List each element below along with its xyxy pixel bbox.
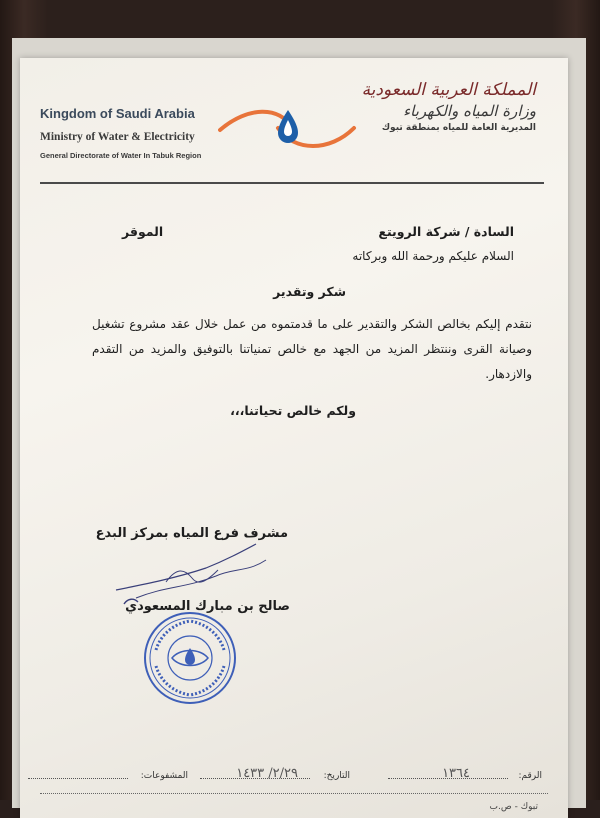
number-label: الرقم: [518,771,542,781]
handwritten-signature [106,538,306,608]
footer-divider [40,793,548,794]
date-value: ٢/٢٩/ ١٤٣٣ [236,766,298,781]
official-stamp-icon [142,610,238,706]
date-label: التاريخ: [323,771,350,781]
signatory-title: مشرف فرع المياه بمركز البدع [95,526,288,541]
letter-body: نتقدم إليكم بخالص الشكر والتقدير على ما قدمتموه من عمل خلال عقد مشروع تشغيل وصيانة القرى وننتظر المزيد من الجهد مع خالص تمنياتنا بالتوفيق والمزيد من التقدم والازدهار. [92,317,532,381]
ministry-logo-icon [218,98,358,158]
header-en-directorate: General Directorate of Water In Tabuk Region [40,151,202,160]
header-arabic [362,80,536,133]
honorific: الموقر [122,224,164,239]
letter-paper [20,58,568,818]
header-en-kingdom: Kingdom of Saudi Arabia [40,106,195,121]
header-english [40,106,201,160]
addressee: السادة / شركة الرويتع [378,224,514,239]
greeting: السلام عليكم ورحمة الله وبركاته [352,249,514,263]
attachments-label: المشفوعات: [140,771,188,781]
footer-address: تبوك - ص.ب [489,802,538,812]
attachments-dotline [28,778,128,779]
closing-line: ولكم خالص تحياتنا،،، [230,403,356,418]
header-en-ministry: Ministry of Water & Electricity [40,131,195,143]
header-ar-kingdom: المملكة العربية السعودية [361,80,536,100]
header-ar-directorate: المديرية العامة للمياه بمنطقة تبوك [381,123,536,133]
date-dotline [200,778,310,779]
number-value: ١٣٦٤ [442,766,470,781]
header-ar-ministry: وزارة المياه والكهرباء [403,102,536,120]
header-divider [40,182,544,184]
footer-reference-row [40,766,548,786]
signatory-name: صالح بن مبارك المسعودي [125,599,290,614]
letter-subject: شكر وتقدير [273,284,346,299]
number-dotline [388,778,508,779]
